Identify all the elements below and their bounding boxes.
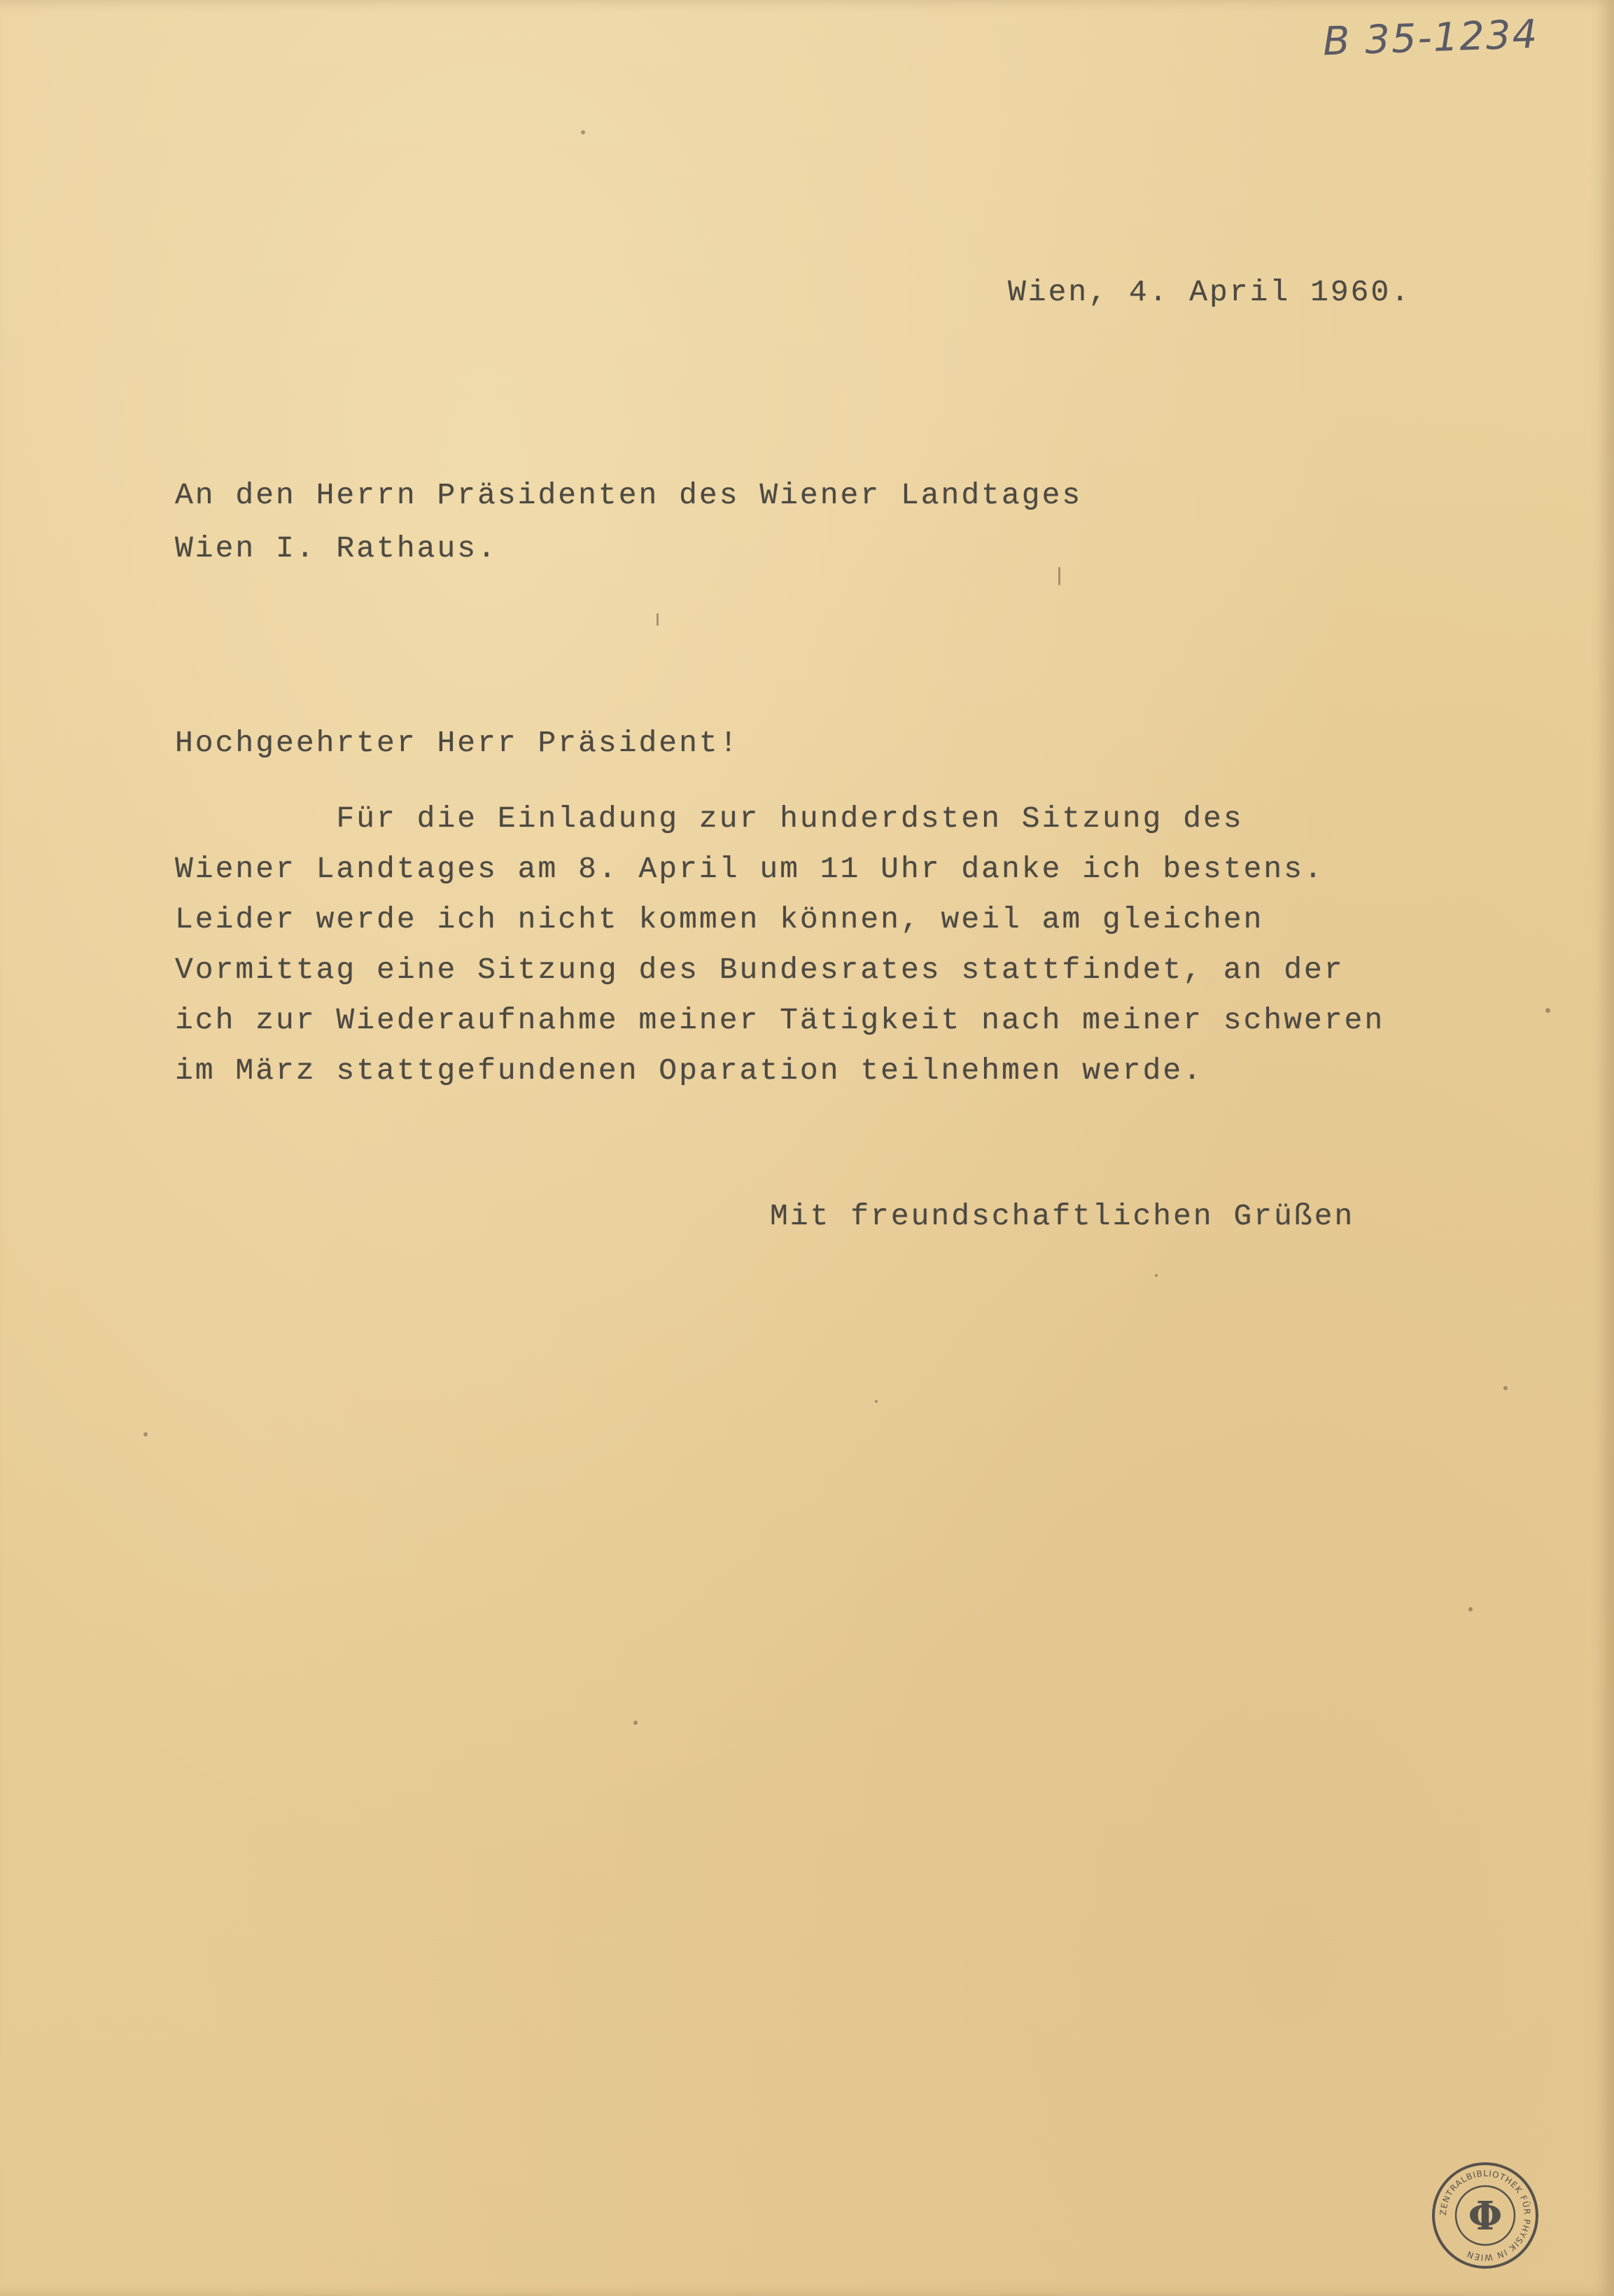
paper-speck [581,130,585,134]
stamp-phi-icon: Φ [1468,2193,1503,2239]
recipient-address-line-1: An den Herrn Präsidenten des Wiener Landtages [175,478,1083,512]
paper-speck [1058,567,1060,585]
library-stamp [1429,2160,1541,2272]
date-line: Wien, 4. April 1960. [1008,275,1412,309]
paper-speck [1468,1607,1473,1611]
body-line-4: Vormittag eine Sitzung des Bundesrates stattfindet, an der [175,953,1345,987]
closing-line: Mit freundschaftlichen Grüßen [770,1199,1355,1233]
paper-speck [633,1721,638,1725]
body-line-5: ich zur Wiederaufnahme meiner Tätigkeit nach meiner schweren [175,1003,1385,1037]
body-line-3: Leider werde ich nicht kommen können, weil am gleichen [175,902,1264,937]
salutation: Hochgeehrter Herr Präsident! [175,726,740,760]
recipient-address-line-2: Wien I. Rathaus. [175,531,498,566]
paper-speck [143,1432,148,1436]
body-line-1: Für die Einladung zur hunderdsten Sitzung des [175,802,1244,836]
body-line-2: Wiener Landtages am 8. April um 11 Uhr danke ich bestens. [175,852,1324,886]
paper-speck [1545,1008,1550,1013]
paper-speck [1155,1274,1158,1277]
paper-speck [657,613,659,626]
body-line-6: im März stattgefundenen Oparation teilnehmen werde. [175,1054,1204,1088]
paper-speck [1503,1386,1508,1390]
paper-speck [875,1400,878,1403]
stamp-ring-text: ZENTRALBIBLIOTHEK FÜR PHYSIK IN WIEN [1438,2168,1533,2263]
archive-number-annotation: B 35-1234 [1321,11,1540,65]
